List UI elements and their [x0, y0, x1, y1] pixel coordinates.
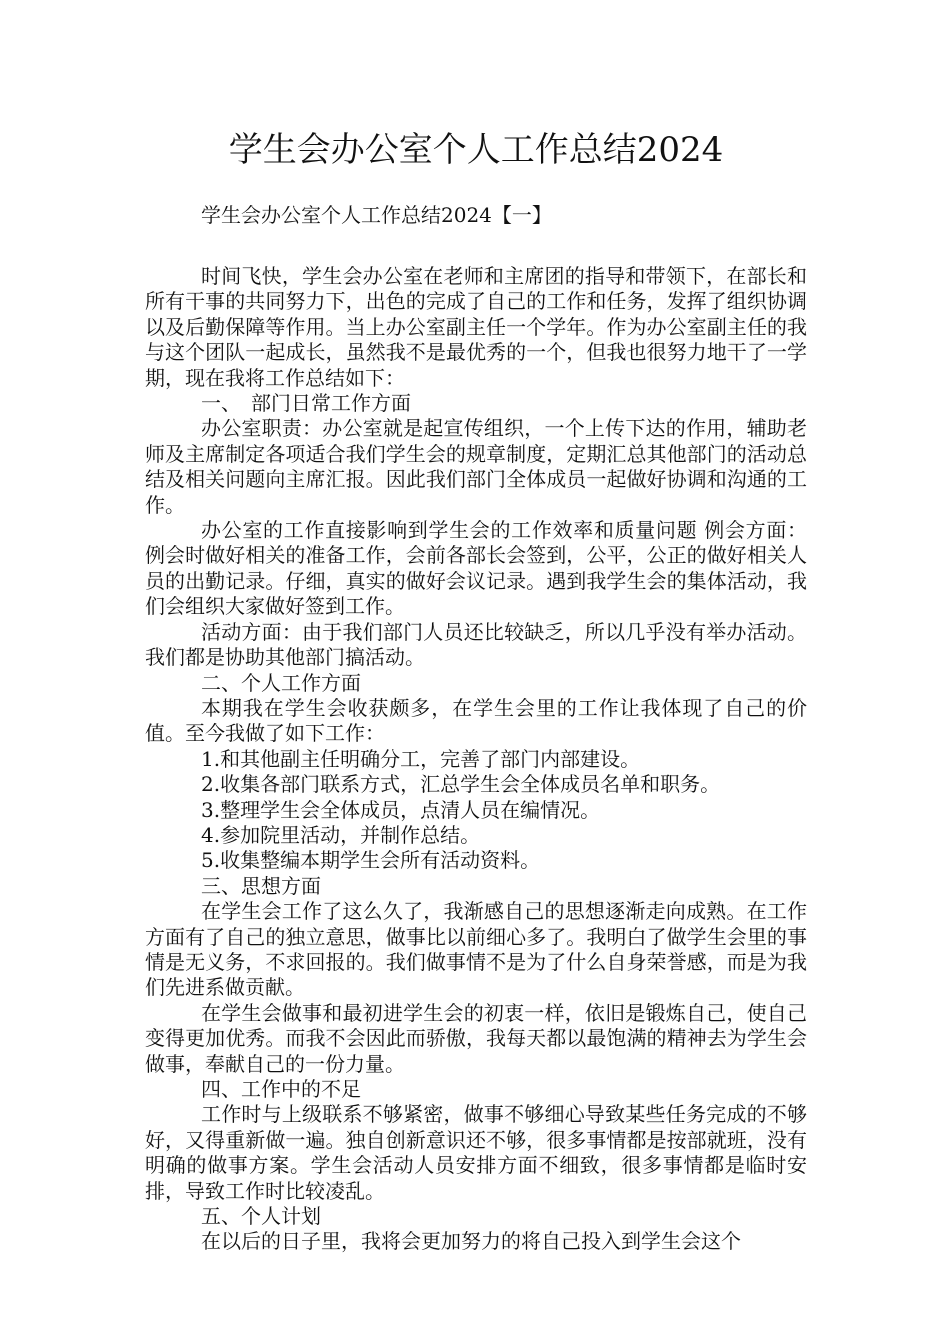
section-heading-5: 五、个人计划 — [201, 1204, 321, 1229]
paragraph: 办公室的工作直接影响到学生会的工作效率和质量问题 例会方面：例会时做好相关的准备工作，会前各部长会签到，公平，公正的做好相关人员的出勤记录。仔细，真实的做好会议记录。遇到我学生会的集体活动，我们会组织大家做好签到工作。 — [145, 518, 807, 619]
document-title: 学生会办公室个人工作总结2024 — [228, 130, 724, 170]
list-item: 5.收集整编本期学生会所有活动资料。 — [201, 848, 541, 873]
paragraph: 办公室职责：办公室就是起宣传组织，一个上传下达的作用，辅助老师及主席制定各项适合我们学生会的规章制度，定期汇总其他部门的活动总结及相关问题向主席汇报。因此我们部门全体成员一起做好协调和沟通的工作。 — [145, 416, 807, 517]
list-item: 1.和其他副主任明确分工，完善了部门内部建设。 — [201, 746, 641, 771]
paragraph: 本期我在学生会收获颇多，在学生会里的工作让我体现了自己的价值。至今我做了如下工作： — [145, 695, 807, 746]
paragraph: 工作时与上级联系不够紧密，做事不够细心导致某些任务完成的不够好，又得重新做一遍。独自创新意识还不够，很多事情都是按部就班，没有明确的做事方案。学生会活动人员安排方面不细致，很多事情都是临时安排，导致工作时比较凌乱。 — [145, 1102, 807, 1203]
list-item: 4.参加院里活动，并制作总结。 — [201, 822, 481, 847]
document-subtitle: 学生会办公室个人工作总结2024【一】 — [201, 203, 552, 227]
paragraph: 在以后的日子里，我将会更加努力的将自己投入到学生会这个 — [201, 1229, 741, 1254]
section-heading-2: 二、个人工作方面 — [201, 670, 361, 695]
list-item: 3.整理学生会全体成员，点清人员在编情况。 — [201, 797, 601, 822]
document-page — [145, 120, 807, 1255]
paragraph-intro: 时间飞快，学生会办公室在老师和主席团的指导和带领下，在部长和所有干事的共同努力下，出色的完成了自己的工作和任务，发挥了组织协调以及后勤保障等作用。当上办公室副主任一个学年。作为办公室副主任的我与这个团队一起成长，虽然我不是最优秀的一个，但我也很努力地干了一学期，现在我将工作总结如下： — [145, 264, 807, 390]
paragraph: 活动方面：由于我们部门人员还比较缺乏，所以几乎没有举办活动。我们都是协助其他部门搞活动。 — [145, 619, 807, 670]
list-item: 2.收集各部门联系方式，汇总学生会全体成员名单和职务。 — [201, 772, 721, 797]
document-body — [145, 264, 807, 1255]
paragraph: 在学生会工作了这么久了，我渐感自己的思想逐渐走向成熟。在工作方面有了自己的独立意思，做事比以前细心多了。我明白了做学生会里的事情是无义务，不求回报的。我们做事情不是为了什么自身荣誉感，而是为我们先进系做贡献。 — [145, 899, 807, 1000]
section-heading-3: 三、思想方面 — [201, 873, 321, 898]
section-heading-4: 四、工作中的不足 — [201, 1077, 361, 1101]
paragraph: 在学生会做事和最初进学生会的初衷一样，依旧是锻炼自己，使自己变得更加优秀。而我不会因此而骄傲，我每天都以最饱满的精神去为学生会做事，奉献自己的一份力量。 — [145, 1000, 807, 1076]
section-heading-1: 一、 部门日常工作方面 — [201, 391, 411, 416]
